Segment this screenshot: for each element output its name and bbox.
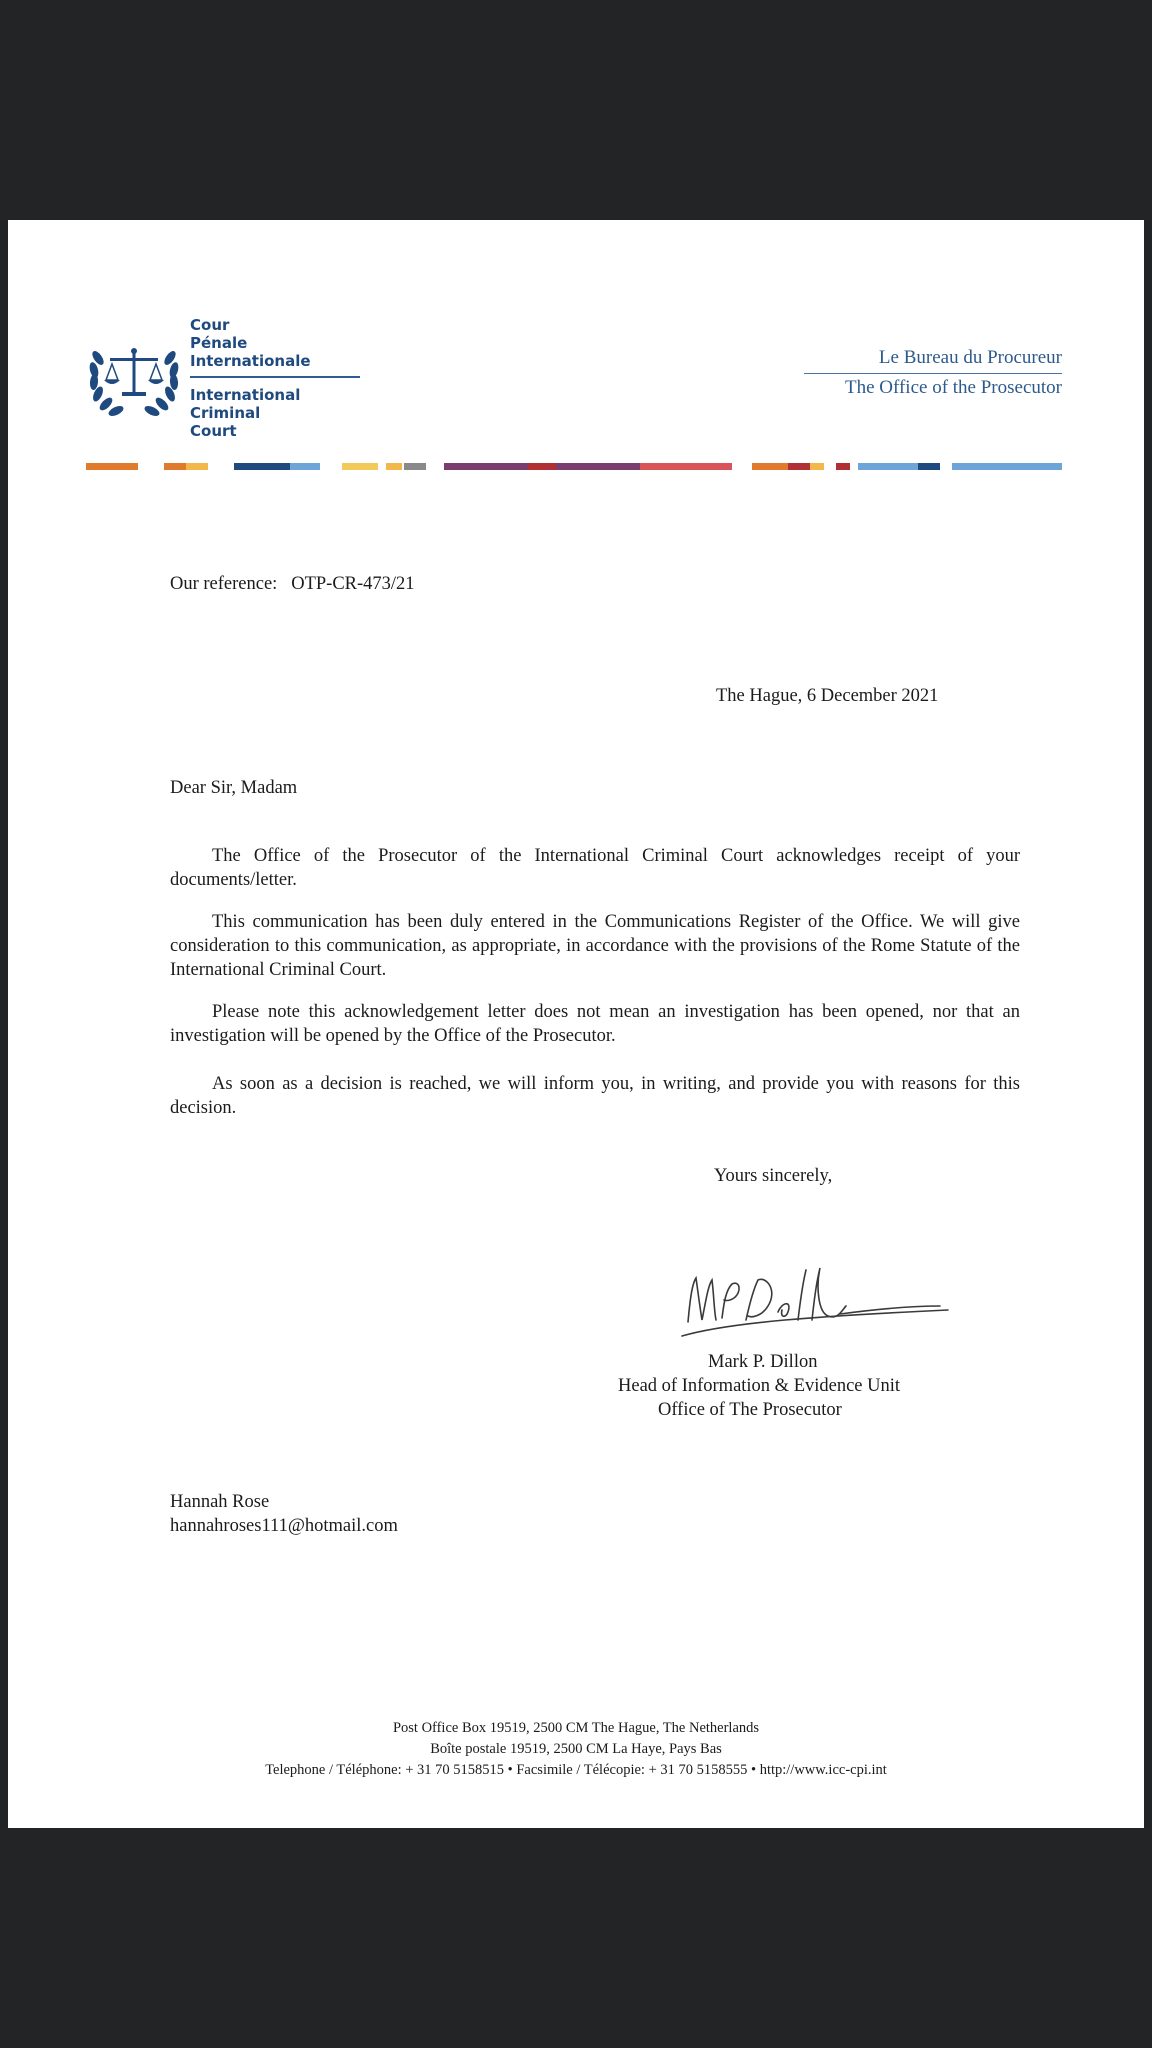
signer-name: Mark P. Dillon xyxy=(708,1352,818,1372)
stripe-segment xyxy=(86,463,138,470)
recipient-name: Hannah Rose xyxy=(170,1492,270,1512)
stripe-segment xyxy=(752,463,788,470)
office-name-english: The Office of the Prosecutor xyxy=(844,377,1062,398)
footer-address-fr: Boîte postale 19519, 2500 CM La Haye, Pays Bas xyxy=(430,1741,722,1757)
body-paragraph: This communication has been duly entered in the Communications Register of the Office. We will give consideration to this communication, as appropriate, in accordance with the provisions of the Rome Statute of the International Criminal Court. xyxy=(170,912,1020,980)
office-name-divider xyxy=(804,373,1062,374)
office-name-french: Le Bureau du Procureur xyxy=(878,347,1062,368)
stripe-segment xyxy=(788,463,810,470)
body-paragraph: Please note this acknowledgement letter does not mean an investigation has been opened, nor that an investigation will be opened by the Office of the Prosecutor. xyxy=(170,1002,1020,1046)
org-name-english xyxy=(190,386,300,440)
stripe-segment xyxy=(556,463,640,470)
org-name-line: Criminal xyxy=(190,404,261,422)
signer-office: Office of The Prosecutor xyxy=(658,1400,842,1420)
footer-address-en: Post Office Box 19519, 2500 CM The Hague, The Netherlands xyxy=(392,1720,760,1736)
footer-contact: Telephone / Téléphone: + 31 70 5158515 • Facsimile / Télécopie: + 31 70 5158555 • http://www.icc-cpi.int xyxy=(265,1762,887,1778)
stripe-segment xyxy=(386,463,402,470)
org-name-french xyxy=(190,316,311,370)
letter-page xyxy=(8,220,1144,1828)
body-paragraph: As soon as a decision is reached, we will inform you, in writing, and provide you with reasons for this decision. xyxy=(170,1074,1020,1118)
org-name-line: Cour xyxy=(190,316,230,334)
reference-line xyxy=(170,572,415,596)
org-name-line: International xyxy=(190,386,301,404)
closing: Yours sincerely, xyxy=(714,1166,833,1186)
stripe-segment xyxy=(952,463,1062,470)
date-line: The Hague, 6 December 2021 xyxy=(716,686,939,706)
org-name-line: Internationale xyxy=(190,352,311,370)
reference-label: Our reference: xyxy=(170,574,278,594)
stripe-segment xyxy=(164,463,186,470)
salutation: Dear Sir, Madam xyxy=(170,778,298,798)
stripe-segment xyxy=(186,463,208,470)
stripe-segment xyxy=(342,463,378,470)
stripe-segment xyxy=(810,463,824,470)
handwritten-signature xyxy=(670,1240,950,1350)
reference-value: OTP-CR-473/21 xyxy=(291,574,415,594)
signer-title: Head of Information & Evidence Unit xyxy=(618,1376,901,1396)
body-paragraph: The Office of the Prosecutor of the International Criminal Court acknowledges receipt of your documents/letter. xyxy=(170,846,1020,890)
org-name-divider xyxy=(190,376,360,378)
stripe-segment xyxy=(836,463,850,470)
org-name-line: Court xyxy=(190,422,237,440)
stripe-segment xyxy=(234,463,290,470)
stripe-segment xyxy=(858,463,918,470)
stripe-segment xyxy=(404,463,426,470)
stripe-segment xyxy=(444,463,528,470)
org-name-line: Pénale xyxy=(190,334,248,352)
bottom-dark-band xyxy=(0,1828,1152,2048)
recipient-email: hannahroses111@hotmail.com xyxy=(170,1516,398,1536)
stripe-segment xyxy=(528,463,558,470)
stripe-segment xyxy=(290,463,320,470)
icc-scales-emblem-icon xyxy=(84,324,184,424)
stripe-segment xyxy=(918,463,940,470)
top-dark-band xyxy=(0,0,1152,220)
stripe-segment xyxy=(640,463,732,470)
